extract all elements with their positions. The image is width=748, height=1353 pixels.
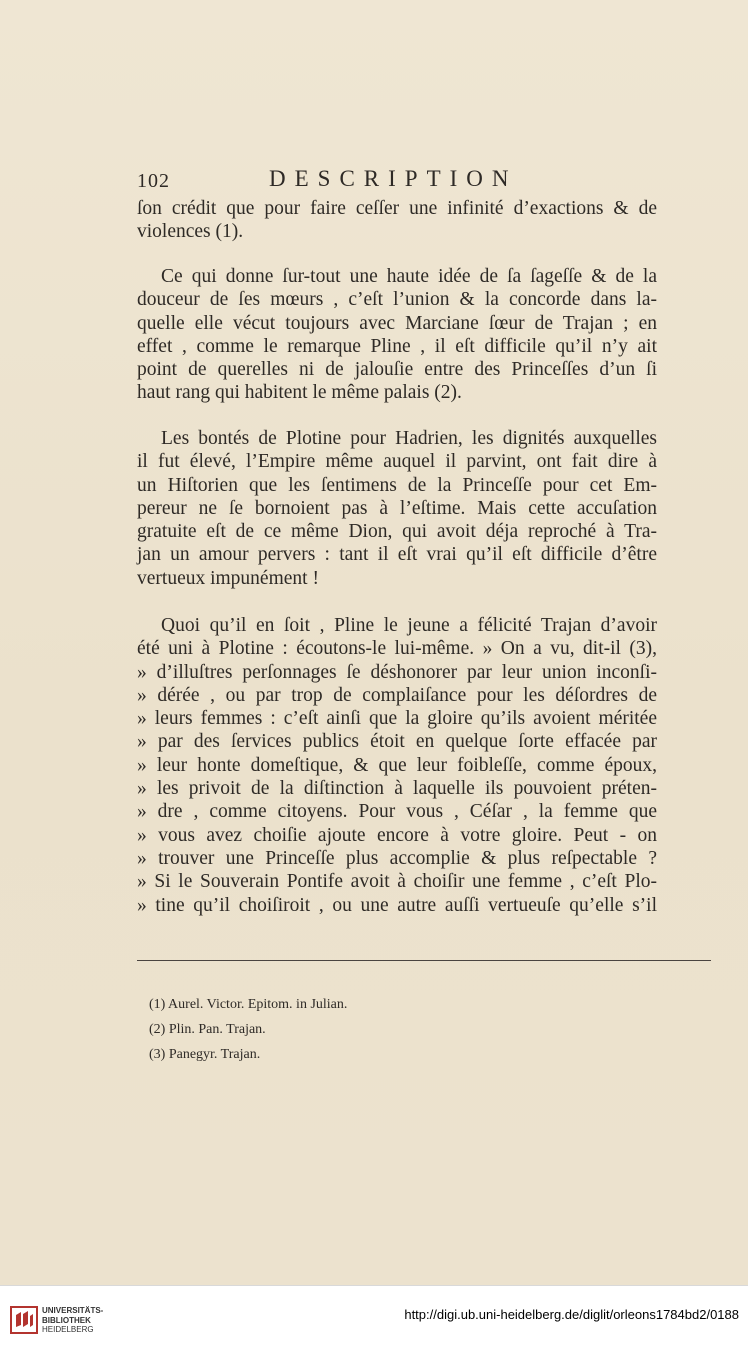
quote-line: » Si le Souverain Pontife avoit à choiſir une femme , c’eſt Plo-: [137, 871, 657, 893]
text-line: quelle elle vécut toujours avec Marciane ſœur de Trajan ; en: [137, 312, 657, 334]
library-name-line: BIBLIOTHEK: [42, 1315, 91, 1325]
footnote-2: (2) Plin. Pan. Trajan.: [149, 1022, 266, 1037]
quote-line: » leur honte domeſtique, & que leur foibleſſe, comme époux,: [137, 754, 657, 776]
page-number: 102: [137, 170, 170, 192]
library-name: [42, 1306, 103, 1335]
text-line: effet , comme le remarque Pline , il eſt difficile qu’il n’y ait: [137, 335, 657, 357]
library-name-line: UNIVERSITÄTS-: [42, 1306, 104, 1315]
paragraph-4: [137, 614, 657, 917]
quote-line: » leurs femmes : c’eſt ainſi que la gloire qu’ils avoient méritée: [137, 708, 657, 730]
page-header: [137, 166, 657, 196]
text-line: jan un amour pervers : tant il eſt vrai qu’il eſt difficile d’être: [137, 544, 657, 566]
text-line: Les bontés de Plotine pour Hadrien, les dignités auxquelles: [161, 428, 657, 449]
running-title: DESCRIPTION: [269, 166, 518, 191]
quote-line: » les privoit de la diſtinction à laquelle ils pouvoient préten-: [137, 778, 657, 800]
library-name-line: HEIDELBERG: [42, 1325, 94, 1334]
quote-line: » d’illuſtres perſonnages ſe déshonorer par leur union inconſi-: [137, 661, 657, 683]
quote-line: » par des ſervices publics étoit en quelque ſorte effacée par: [137, 731, 657, 753]
footnote-divider: [137, 960, 711, 961]
permalink-url[interactable]: http://digi.ub.uni-heidelberg.de/diglit/orleons1784bd2/0188: [404, 1307, 739, 1322]
viewer-footer: [0, 1285, 748, 1353]
text-line: vertueux impunément !: [137, 567, 319, 589]
text-line: gratuite eſt de ce même Dion, qui avoit déja reproché à Tra-: [137, 521, 657, 543]
text-line: douceur de ſes mœurs , c’eſt l’union & la concorde dans la-: [137, 289, 657, 311]
footnote-3: (3) Panegyr. Trajan.: [149, 1047, 261, 1062]
footnote-1: (1) Aurel. Victor. Epitom. in Julian.: [149, 997, 348, 1012]
footnotes: [149, 992, 549, 1067]
paragraph-2: [137, 265, 657, 405]
quote-line: » dre , comme citoyens. Pour vous , Céſar , la femme que: [137, 801, 657, 823]
text-line: point de querelles ni de jalouſie entre des Princeſſes d’un ſi: [137, 359, 657, 381]
text-line: un Hiſtorien que les ſentimens de la Princeſſe pour cet Em-: [137, 474, 657, 496]
quote-line: » vous avez choiſie ajoute encore à votre gloire. Peut - on: [137, 824, 657, 846]
text-line: été uni à Plotine : écoutons-le lui-même. » On a vu, dit-il (3),: [137, 638, 657, 660]
text-line: Ce qui donne ſur-tout une haute idée de ſa ſageſſe & de la: [161, 266, 657, 287]
university-library-logo-icon[interactable]: [10, 1306, 38, 1334]
paragraph-1: [137, 197, 657, 244]
text-line: pereur ne ſe bornoient pas à l’eſtime. Mais cette accuſation: [137, 497, 657, 519]
text-line: ſon crédit que pour faire ceſſer une infinité d’exactions & de: [137, 198, 657, 219]
quote-line: » dérée , ou par trop de complaiſance pour les déſordres de: [137, 684, 657, 706]
text-line: haut rang qui habitent le même palais (2).: [137, 382, 462, 404]
paragraph-3: [137, 427, 657, 590]
text-line: Quoi qu’il en ſoit , Pline le jeune a félicité Trajan d’avoir: [161, 615, 657, 636]
text-line: violences (1).: [137, 221, 244, 243]
text-line: il fut élevé, l’Empire même auquel il parvint, ont fait dire à: [137, 451, 657, 473]
quote-line: » tine qu’il choiſiroit , ou une autre auſſi vertueuſe qu’elle s’il: [137, 894, 657, 916]
quote-line: » trouver une Princeſſe plus accomplie & plus reſpectable ?: [137, 847, 657, 869]
